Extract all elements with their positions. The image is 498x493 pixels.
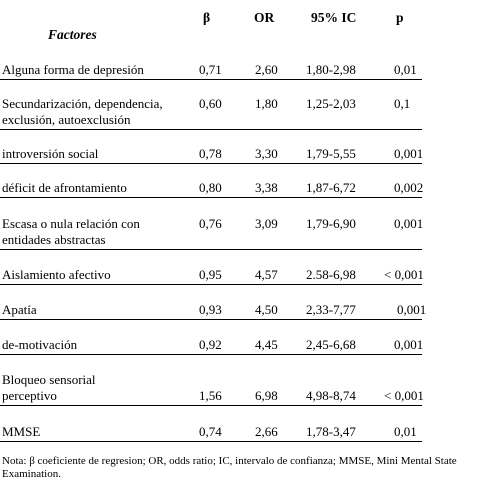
p-value: 0,001 [394, 146, 424, 161]
factor-name: Secundarización, dependencia, exclusión, autoexclusión [2, 96, 163, 127]
table-row [0, 146, 498, 166]
table-note: Nota: β coeficiente de regresion; OR, odds ratio; IC, intervalo de confianza; MMSE, Mini Mental State Examination. [2, 455, 457, 480]
factor-name: Bloqueo sensorial perceptivo [2, 372, 96, 403]
factor-name: Escasa o nula relación con entidades abstractas [2, 216, 140, 247]
row-divider [0, 441, 422, 442]
or-value: 3,30 [255, 146, 278, 161]
or-value: 1,80 [255, 96, 278, 111]
or-value: 6,98 [255, 388, 278, 403]
factor-name: de-motivación [2, 337, 78, 352]
factor-name: introversión social [2, 146, 99, 161]
table-row [0, 372, 498, 408]
row-divider [0, 249, 422, 250]
header-factores: Factores [48, 27, 97, 42]
beta-value: 0,74 [199, 424, 222, 439]
factor-name: Alguna forma de depresión [2, 62, 144, 77]
ic-value: 1,80-2,98 [306, 62, 356, 77]
p-value: < 0,001 [384, 388, 424, 403]
ic-value: 1,78-3,47 [306, 424, 356, 439]
p-value: 0,001 [397, 302, 427, 317]
table-header [0, 0, 498, 60]
table-row [0, 267, 498, 287]
beta-value: 0,76 [199, 216, 222, 231]
beta-value: 0,80 [199, 180, 222, 195]
factor-name: Apatía [2, 302, 37, 317]
p-value: 0,1 [394, 96, 411, 111]
row-divider [0, 319, 422, 320]
or-value: 4,45 [255, 337, 278, 352]
table-row [0, 302, 498, 322]
row-divider [0, 79, 422, 80]
ic-value: 1,79-5,55 [306, 146, 356, 161]
p-value: 0,001 [394, 216, 424, 231]
beta-value: 0,78 [199, 146, 222, 161]
table-row [0, 180, 498, 200]
row-divider [0, 129, 422, 130]
table-row [0, 62, 498, 82]
row-divider [0, 284, 422, 285]
table-row [0, 216, 498, 252]
p-value: 0,001 [394, 337, 424, 352]
header-beta: β [203, 10, 211, 25]
ic-value: 4,98-8,74 [306, 388, 356, 403]
beta-value: 0,60 [199, 96, 222, 111]
or-value: 2,66 [255, 424, 278, 439]
table-row [0, 337, 498, 357]
table-row [0, 424, 498, 444]
beta-value: 0,71 [199, 62, 222, 77]
or-value: 3,38 [255, 180, 278, 195]
beta-value: 0,95 [199, 267, 222, 282]
factor-name: MMSE [2, 424, 41, 439]
beta-value: 0,93 [199, 302, 222, 317]
row-divider [0, 354, 422, 355]
ic-value: 2,33-7,77 [306, 302, 356, 317]
row-divider [0, 197, 422, 198]
or-value: 3,09 [255, 216, 278, 231]
factor-name: déficit de afrontamiento [2, 180, 127, 195]
beta-value: 1,56 [199, 388, 222, 403]
or-value: 2,60 [255, 62, 278, 77]
ic-value: 2.58-6,98 [306, 267, 356, 282]
ic-value: 1,25-2,03 [306, 96, 356, 111]
ic-value: 1,79-6,90 [306, 216, 356, 231]
or-value: 4,50 [255, 302, 278, 317]
p-value: < 0,001 [384, 267, 424, 282]
or-value: 4,57 [255, 267, 278, 282]
header-ic: 95% IC [311, 10, 357, 25]
row-divider [0, 405, 422, 406]
row-divider [0, 163, 422, 164]
p-value: 0,01 [394, 424, 417, 439]
header-or: OR [254, 10, 275, 25]
header-p: p [396, 10, 404, 25]
table-row [0, 96, 498, 132]
ic-value: 1,87-6,72 [306, 180, 356, 195]
p-value: 0,01 [394, 62, 417, 77]
p-value: 0,002 [394, 180, 424, 195]
factor-name: Aislamiento afectivo [2, 267, 111, 282]
beta-value: 0,92 [199, 337, 222, 352]
ic-value: 2,45-6,68 [306, 337, 356, 352]
